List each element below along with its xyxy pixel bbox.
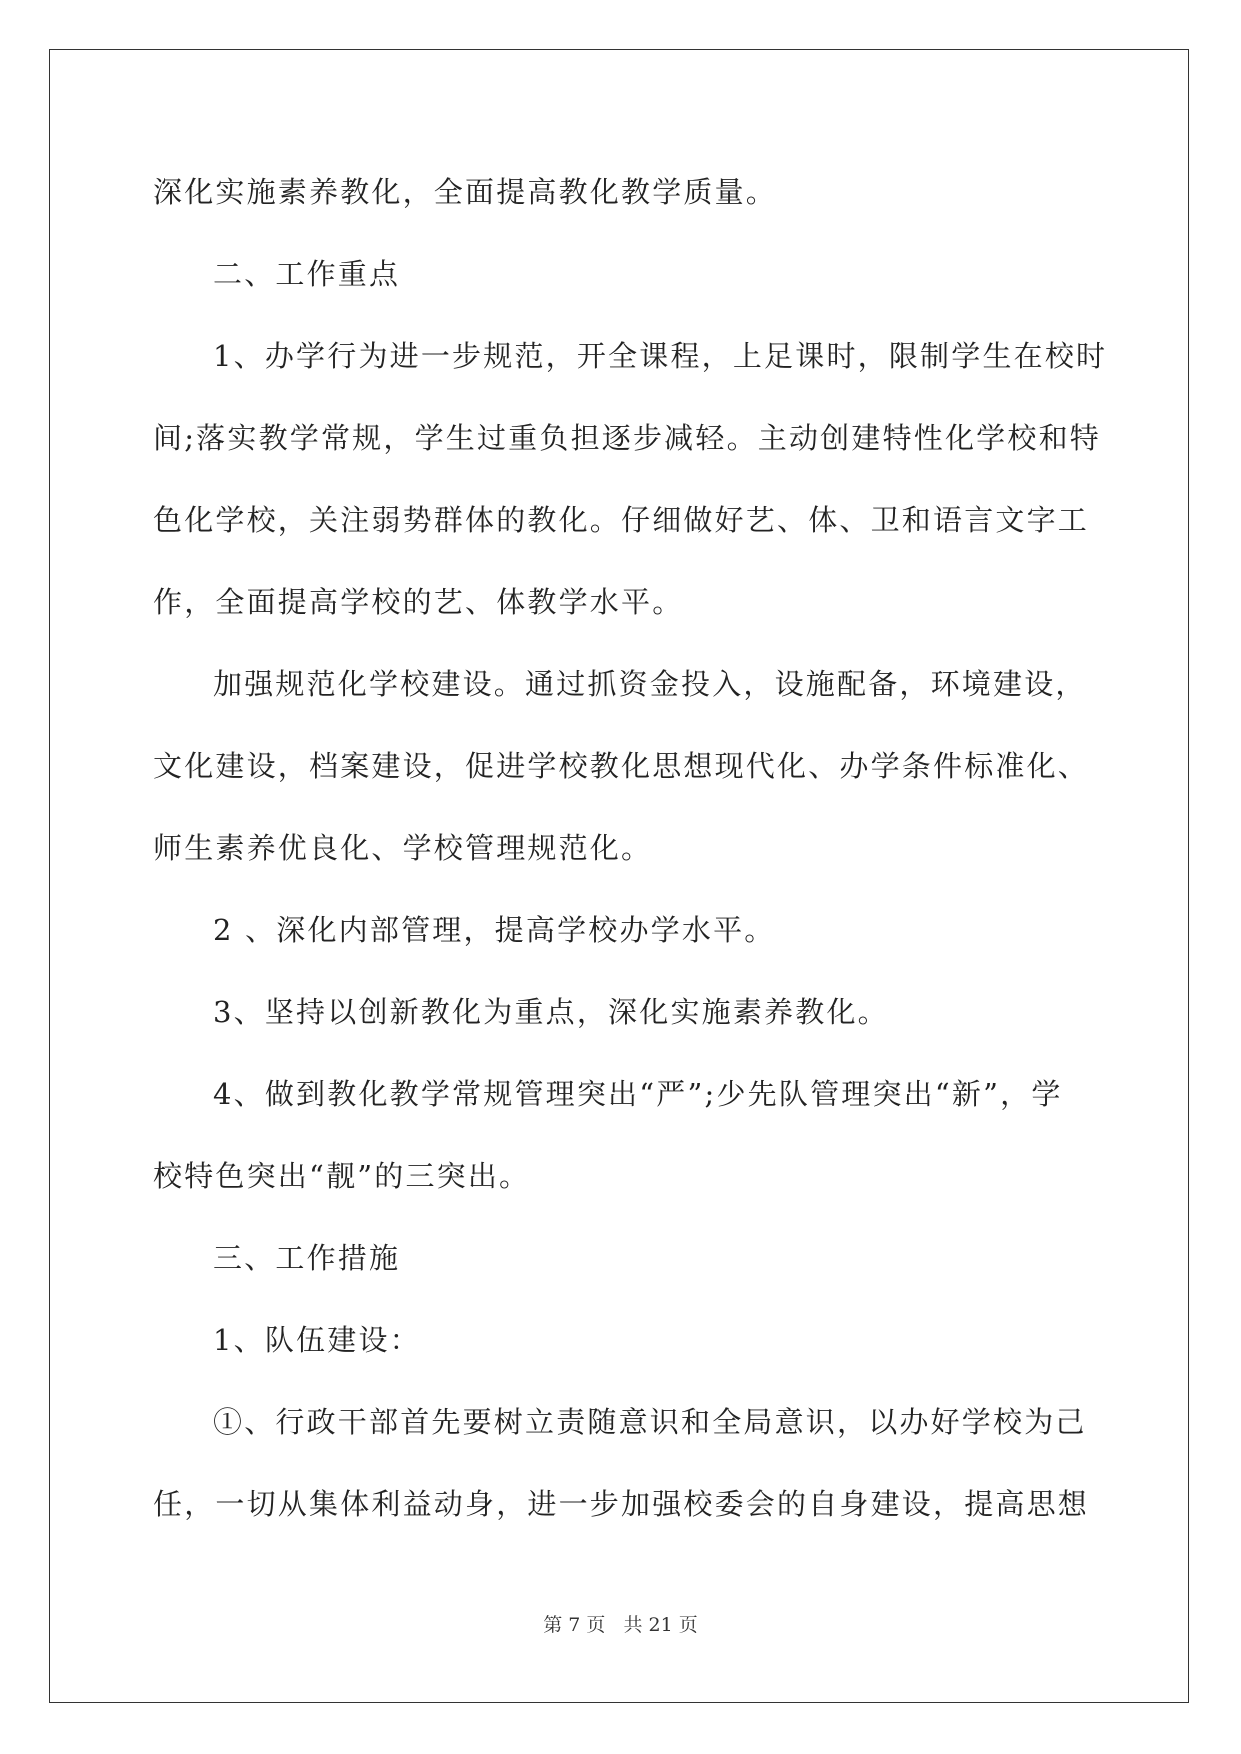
paragraph-line: 校特色突出“靓”的三突出。 [153, 1159, 531, 1193]
paragraph-line: ①、行政干部首先要树立责随意识和全局意识，以办好学校为己 [213, 1405, 1087, 1439]
page-total: 共 21 页 [623, 1614, 698, 1636]
paragraph-line: 4、做到教化教学常规管理突出“严”;少先队管理突出“新”，学 [213, 1077, 1063, 1111]
paragraph-line: 3、坚持以创新教化为重点，深化实施素养教化。 [213, 995, 889, 1029]
paragraph-line: 2 、深化内部管理，提高学校办学水平。 [213, 913, 776, 947]
paragraph-line: 任，一切从集体利益动身，进一步加强校委会的自身建设，提高思想 [153, 1487, 1090, 1521]
paragraph-line: 加强规范化学校建设。通过抓资金投入，设施配备，环境建设， [213, 667, 1087, 701]
page-number: 第 7 页 [543, 1614, 606, 1636]
paragraph-line: 作，全面提高学校的艺、体教学水平。 [153, 585, 684, 619]
paragraph-continuation: 深化实施素养教化，全面提高教化教学质量。 [153, 175, 778, 209]
paragraph-line: 色化学校，关注弱势群体的教化。仔细做好艺、体、卫和语言文字工 [153, 503, 1090, 537]
subsection-heading-team-building: 1、队伍建设： [213, 1323, 421, 1357]
document-body [153, 160, 1108, 1536]
paragraph-line: 间;落实教学常规，学生过重负担逐步减轻。主动创建特性化学校和特 [153, 421, 1101, 455]
paragraph-line: 文化建设，档案建设，促进学校教化思想现代化、办学条件标准化、 [153, 749, 1090, 783]
paragraph-line: 师生素养优良化、学校管理规范化。 [153, 831, 653, 865]
section-heading-work-measures: 三、工作措施 [213, 1241, 401, 1275]
page-footer [0, 1610, 1241, 1637]
section-heading-work-focus: 二、工作重点 [213, 257, 401, 291]
paragraph-line: 1、办学行为进一步规范，开全课程，上足课时，限制学生在校时 [213, 339, 1108, 373]
